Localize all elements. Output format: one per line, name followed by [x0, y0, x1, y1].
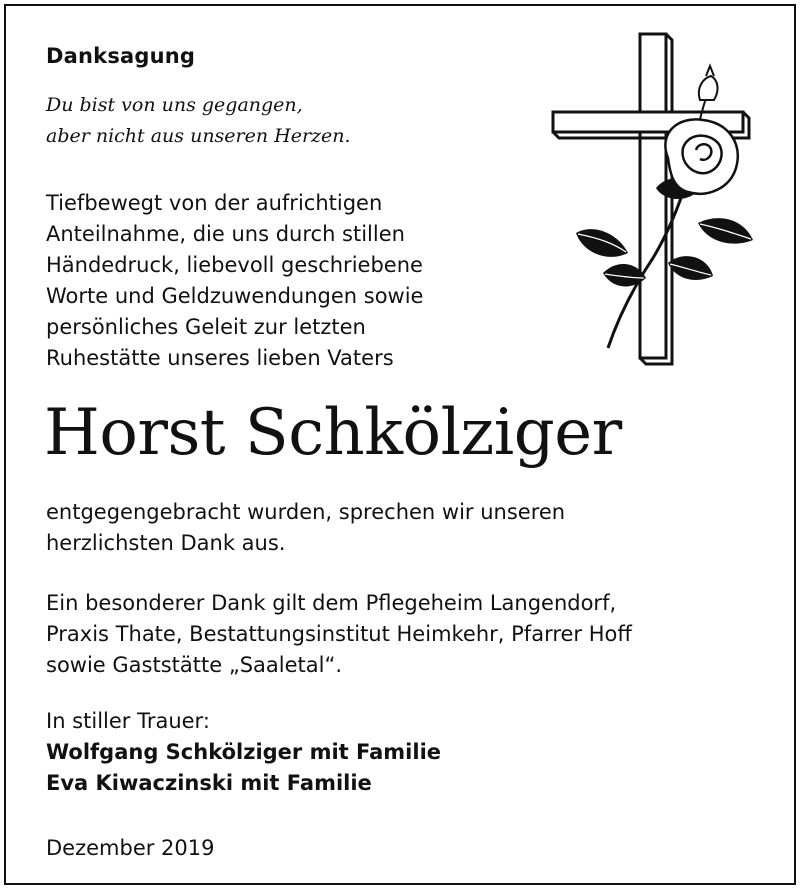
intro-line: Tiefbewegt von der aufrichtigen [46, 191, 383, 215]
heading: Danksagung [46, 44, 196, 68]
special-thanks-line: sowie Gaststätte „Saaletal“. [46, 653, 343, 677]
deceased-name: Horst Schkölziger [44, 396, 622, 470]
intro-line: persönliches Geleit zur letzten [46, 315, 366, 339]
special-thanks-line: Ein besonderer Dank gilt dem Pflegeheim Langendorf, [46, 591, 617, 615]
mourner-name: Eva Kiwaczinski mit Familie [46, 771, 372, 795]
thanks-line: herzlichsten Dank aus. [46, 531, 286, 555]
thanks-line: entgegengebracht wurden, sprechen wir unseren [46, 500, 566, 524]
motto-line: aber nicht aus unseren Herzen. [46, 125, 351, 147]
special-thanks-line: Praxis Thate, Bestattungsinstitut Heimkehr, Pfarrer Hoff [46, 622, 632, 646]
motto-line: Du bist von uns gegangen, [46, 94, 303, 116]
cross-with-rose-icon [548, 28, 758, 373]
thanks-paragraph [46, 497, 565, 559]
mourning-label: In stiller Trauer: [46, 709, 210, 733]
mourner-name: Wolfgang Schkölziger mit Familie [46, 740, 442, 764]
motto [46, 90, 351, 152]
intro-line: Händedruck, liebevoll geschriebene [46, 253, 423, 277]
notice-date: Dezember 2019 [46, 836, 215, 860]
mourners-block [46, 706, 441, 799]
special-thanks-paragraph [46, 588, 632, 681]
intro-line: Anteilnahme, die uns durch stillen [46, 222, 405, 246]
intro-line: Ruhestätte unseres lieben Vaters [46, 346, 394, 370]
intro-line: Worte und Geldzuwendungen sowie [46, 284, 424, 308]
intro-paragraph [46, 188, 423, 374]
